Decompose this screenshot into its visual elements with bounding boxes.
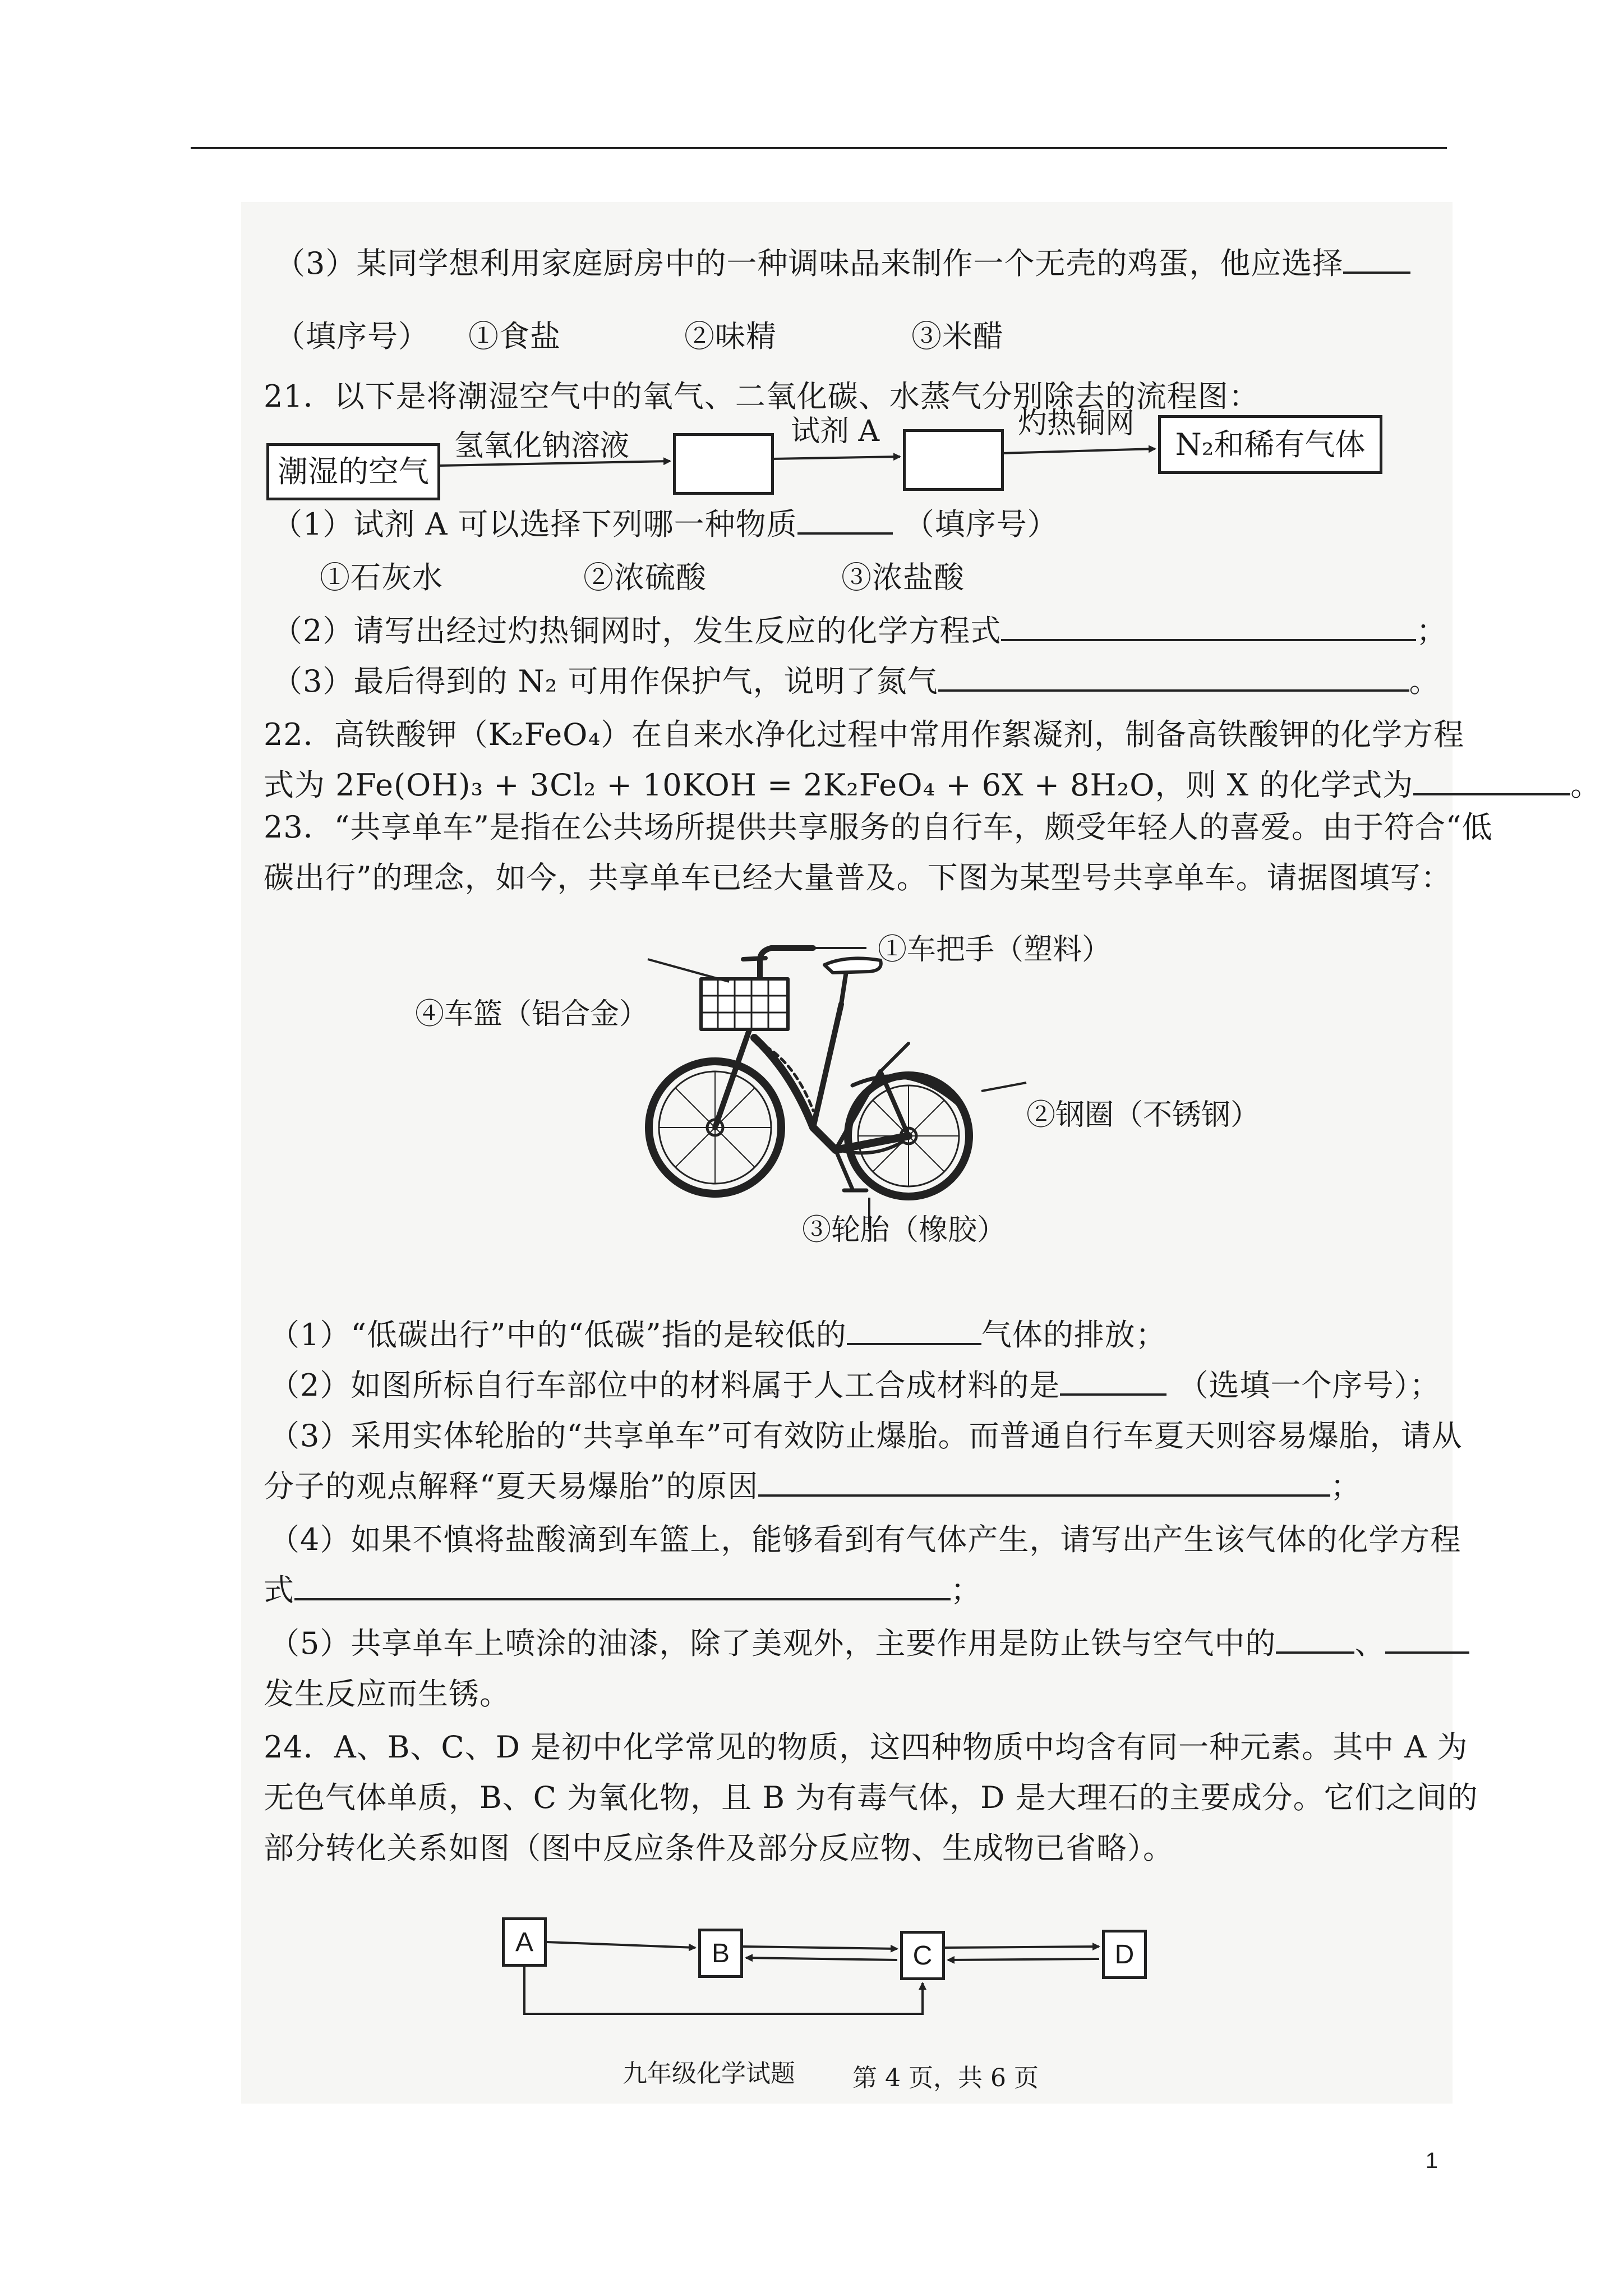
q23-part3-text: 分子的观点解释“夏天易爆胎”的原因 <box>264 1469 759 1504</box>
q23-part5-line1: （5）共享单车上喷涂的油漆，除了美观外，主要作用是防止铁与空气中的 、 <box>269 1624 1469 1663</box>
q24-line3: 部分转化关系如图（图中反应条件及部分反应物、生成物已省略）。 <box>264 1830 1174 1866</box>
bike-label-handlebar: ①车把手（塑料） <box>878 933 1112 967</box>
node-d: D <box>1102 1930 1147 1979</box>
q20-option-1: ①食盐 <box>468 319 561 354</box>
q21-part1-hint: （填序号） <box>903 507 1058 542</box>
q23-part5-line2: 发生反应而生锈。 <box>264 1676 510 1711</box>
q21-option-1: ①石灰水 <box>320 560 443 595</box>
q21-part2-text: （2）请写出经过灼热铜网时，发生反应的化学方程式 <box>272 613 1002 648</box>
footer-page: 第 4 页，共 6 页 <box>852 2064 1039 2092</box>
q21-option-3: ③浓盐酸 <box>841 560 965 595</box>
q23-line1: 23．“共享单车”是指在公共场所提供共享服务的自行车，颇受年轻人的喜爱。由于符合“低 <box>264 809 1493 845</box>
q22-equation: 式为 2Fe(OH)₃ + 3Cl₂ + 10KOH = 2K₂FeO₄ + 6X + 8H₂O，则 X 的化学式为 <box>264 767 1414 803</box>
q20-option-2: ②味精 <box>684 319 777 354</box>
node-b: B <box>698 1929 743 1978</box>
q21-stem: 21．以下是将潮湿空气中的氧气、二氧化碳、水蒸气分别除去的流程图： <box>264 379 1260 414</box>
page-number: 1 <box>1425 2148 1438 2173</box>
q23-part4-line1: （4）如果不慎将盐酸滴到车篮上，能够看到有气体产生，请写出产生该气体的化学方程 <box>269 1522 1461 1557</box>
q20-part3-text: （3）某同学想利用家庭厨房中的一种调味品来制作一个无壳的鸡蛋，他应选择 <box>275 246 1344 281</box>
q23-part1-text: （1）“低碳出行”中的“低碳”指的是较低的 <box>269 1317 847 1352</box>
q24-line2: 无色气体单质，B、C 为氧化物，且 B 为有毒气体，D 是大理石的主要成分。它们之间的 <box>264 1780 1478 1815</box>
node-c: C <box>900 1931 945 1980</box>
q24-line1: 24．A、B、C、D 是初中化学常见的物质，这四种物质中均含有同一种元素。其中 A 为 <box>264 1729 1468 1765</box>
q22-line1: 22．高铁酸钾（K₂FeO₄）在自来水净化过程中常用作絮凝剂，制备高铁酸钾的化学方程 <box>264 717 1465 752</box>
q21-part2: （2）请写出经过灼热铜网时，发生反应的化学方程式 ； <box>272 613 1447 648</box>
flow-box-start-label: 潮湿的空气 <box>278 454 429 489</box>
q20-fill-hint: （填序号） <box>275 319 429 354</box>
q23-part5-text: （5）共享单车上喷涂的油漆，除了美观外，主要作用是防止铁与空气中的 <box>269 1626 1276 1661</box>
bike-label-rim: ②钢圈（不锈钢） <box>1026 1098 1260 1132</box>
q21-part1-text: （1）试剂 A 可以选择下列哪一种物质 <box>272 507 797 542</box>
q22-line2: 式为 2Fe(OH)₃ + 3Cl₂ + 10KOH = 2K₂FeO₄ + 6X + 8H₂O，则 X 的化学式为 。 <box>264 767 1602 803</box>
arrow-c-to-d <box>945 1947 1099 1948</box>
arrow-b-to-c <box>743 1947 897 1949</box>
arrow-d-to-c <box>948 1959 1099 1960</box>
flow-label-reagent2: 试剂 A <box>791 415 880 448</box>
q20-option-3: ③米醋 <box>911 319 1004 354</box>
q23-part2-text: （2）如图所标自行车部位中的材料属于人工合成材料的是 <box>269 1368 1061 1403</box>
bike-label-basket: ④车篮（铝合金） <box>415 997 649 1031</box>
bike-label-tire: ③轮胎（橡胶） <box>802 1213 1007 1247</box>
flow-label-reagent1: 氢氧化钠溶液 <box>454 429 630 463</box>
q21-option-2: ②浓硫酸 <box>583 560 707 595</box>
q23-part2: （2）如图所标自行车部位中的材料属于人工合成材料的是 （选填一个序号）； <box>269 1368 1441 1403</box>
flow-box-end-label: N₂和稀有气体 <box>1175 426 1366 462</box>
q21-part3: （3）最后得到的 N₂ 可用作保护气，说明了氮气 。 <box>272 664 1440 699</box>
q23-part3-line1: （3）采用实体轮胎的“共享单车”可有效防止爆胎。而普通自行车夏天则容易爆胎，请从 <box>269 1418 1463 1453</box>
q23-part4-text: 式 <box>264 1572 294 1608</box>
arrow-c-to-b <box>746 1958 897 1960</box>
q23-part1: （1）“低碳出行”中的“低碳”指的是较低的 气体的排放； <box>269 1317 1166 1352</box>
q23-line2: 碳出行”的理念，如今，共享单车已经大量普及。下图为某型号共享单车。请据图填写： <box>264 860 1452 895</box>
node-a: A <box>502 1917 547 1967</box>
flow-label-reagent3: 灼热铜网 <box>1018 407 1135 440</box>
arrow-a-to-c <box>524 1966 923 2014</box>
arrow-a-to-b <box>547 1942 695 1948</box>
footer-title: 九年级化学试题 <box>623 2059 795 2088</box>
q23-part3-line2: 分子的观点解释“夏天易爆胎”的原因 ； <box>264 1469 1362 1504</box>
q23-part4-line2: 式 ； <box>264 1572 981 1608</box>
q21-part3-text: （3）最后得到的 N₂ 可用作保护气，说明了氮气 <box>272 664 938 699</box>
